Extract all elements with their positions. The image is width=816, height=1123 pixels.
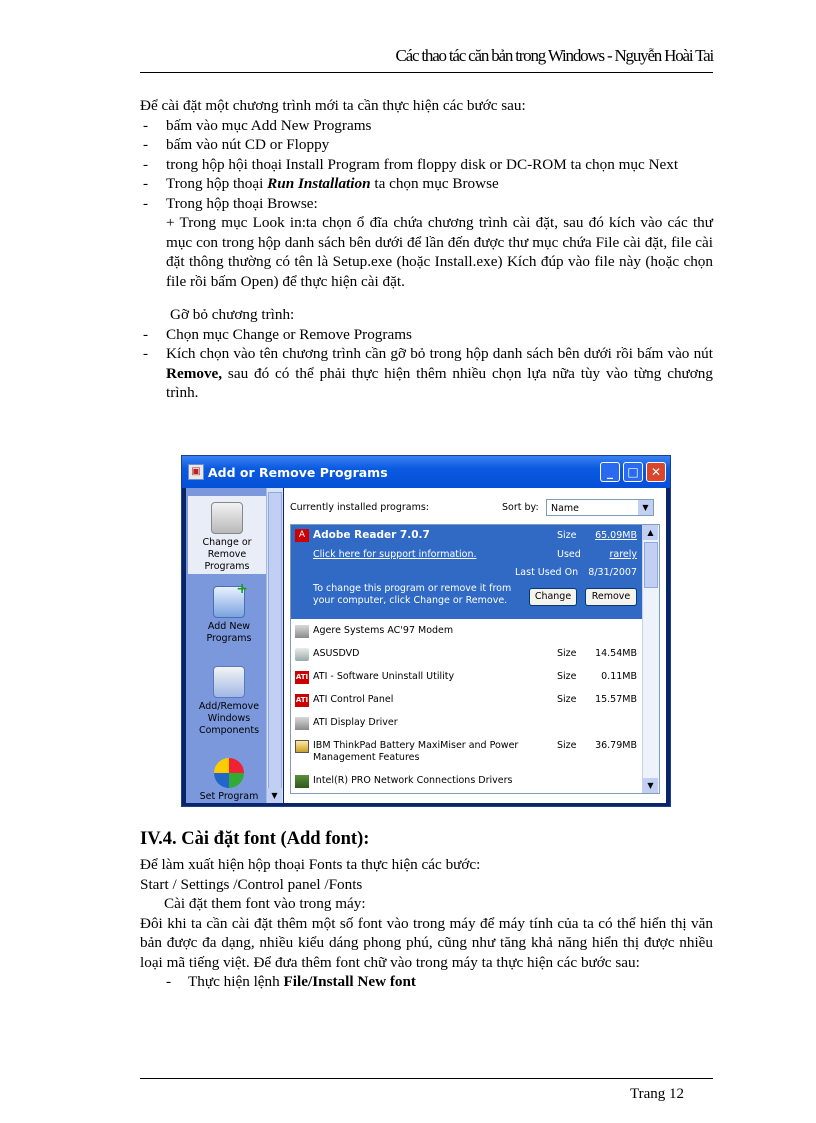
install-step-2: - bấm vào nút CD or Floppy (143, 136, 330, 153)
font-section (140, 855, 713, 992)
sort-label: Sort by: (502, 502, 539, 513)
sidebar (186, 488, 268, 803)
font-line-3: Cài đặt them font vào trong máy: (164, 895, 366, 912)
install-step-5: - Trong hộp thoại Browse: (143, 194, 318, 212)
remove-button[interactable]: Remove (585, 588, 637, 606)
remove-step-2: - Kích chọn vào tên chương trình cần gỡ bỏ trong hộp danh sách bên dưới rồi bấm vào nút Remove, sau đó có thể phải thực hiện thêm nhiều chọn lựa nữa tùy vào từng chương trình. (143, 345, 713, 401)
add-programs-icon: + (213, 586, 245, 618)
sidebar-scrollbar[interactable] (266, 488, 283, 803)
app-icon: ▣ (188, 464, 204, 480)
windows-components-icon (213, 666, 245, 698)
sidebar-item-change-remove[interactable]: Change or Remove Programs (188, 496, 266, 574)
font-line-1: Để làm xuất hiện hộp thoại Fonts ta thực hiện các bước: (140, 856, 481, 873)
selected-hint: To change this program or remove it from your computer, click Change or Remove. (313, 583, 512, 606)
install-step-5-detail: + Trong mục Look in:ta chọn ổ đĩa chứa chương trình cài đặt, sau đó kích vào các thư mục con trong hộp danh sách bên dưới để lần đến được thư mục chứa File cài đặt, file cài đặt thông thường có tên là Setup.exe (hoặc Install.exe) Kích đúp vào file này (hoặc chọn file rồi bấm Open) để thực hiện cài đặt. (166, 214, 713, 290)
program-icon (295, 717, 309, 730)
footer-rule (140, 1078, 713, 1079)
support-link[interactable]: Click here for support information. (313, 549, 477, 560)
program-icon (295, 625, 309, 638)
page-header: Các thao tác căn bản trong Windows - Nguyễn Hoài Tai (395, 46, 713, 65)
selected-program[interactable] (291, 525, 643, 619)
font-paragraph: Đôi khi ta cần cài đặt thêm một số font vào trong máy để máy tính của ta có thể hiển thị văn bản được đa dạng, nhiều kiểu dáng phong phú, cũng như tăng khả năng hiển thị được nhiều loại mã tiếng việt. Để đưa thêm font chữ vào trong máy ta thực hiện các bước sau: (140, 914, 713, 971)
install-step-4: - Trong hộp thoại Run Installation ta chọn mục Browse (143, 175, 499, 192)
page-number: Trang 12 (630, 1086, 685, 1102)
install-intro: Để cài đặt một chương trình mới ta cần thực hiện các bước sau: (140, 97, 526, 114)
adobe-icon: A (295, 529, 309, 542)
maximize-icon[interactable]: □ (623, 462, 643, 482)
minimize-icon[interactable]: _ (600, 462, 620, 482)
network-icon (295, 775, 309, 788)
remove-heading: Gỡ bỏ chương trình: (170, 306, 295, 323)
selected-name: Adobe Reader 7.0.7 (313, 529, 430, 541)
program-icon (295, 648, 309, 661)
change-remove-icon (211, 502, 243, 534)
last-used-value: 8/31/2007 (588, 567, 637, 578)
sidebar-item-add-new[interactable]: + Add New Programs (206, 581, 252, 644)
chevron-down-icon[interactable]: ▼ (643, 778, 658, 793)
programs-panel (284, 488, 666, 803)
section-heading: IV.4. Cài đặt font (Add font): (140, 829, 370, 849)
header-rule (140, 72, 713, 73)
install-step-1: - bấm vào mục Add New Programs (143, 116, 372, 134)
font-line-2: Start / Settings /Control panel /Fonts (140, 875, 363, 893)
used-label: Used (557, 549, 581, 560)
close-icon[interactable]: ✕ (646, 462, 666, 482)
install-step-3: - trong hộp hội thoại Install Program from floppy disk or DC-ROM ta chọn mục Next (143, 155, 679, 173)
chevron-up-icon[interactable]: ▲ (643, 525, 658, 540)
window-title: Add or Remove Programs (208, 465, 388, 480)
installed-label: Currently installed programs: (290, 502, 429, 513)
battery-icon (295, 740, 309, 753)
sidebar-item-set-program[interactable]: Set Program (192, 758, 266, 803)
change-button[interactable]: Change (529, 588, 577, 606)
set-program-icon (214, 758, 244, 788)
list-scrollbar[interactable] (642, 525, 659, 793)
font-step: - Thực hiện lệnh File/Install New font (166, 973, 416, 990)
title-bar (182, 456, 670, 488)
add-remove-programs-window (181, 455, 671, 807)
selected-size-value: 65.09MB (595, 530, 637, 541)
programs-list: A Adobe Reader 7.0.7 Size 65.09MB Click here for support information. Used rarely Last Used On 8/31/2007 To change this program or remove it from your computer, click Change or Remove. Change Remove Agere Systems AC'97 Modem ASUSDVD Size 14.54MB ATI ATI - Software Uninstall Utility Size 0.11MB ATI ATI Control Panel Size 15.57MB ATI Display Driver IBM ThinkPad Battery MaxiMiser and Power Management Features Size 36.79MB Intel(R) PRO Network Connections Drivers ▲ ▼ (290, 524, 660, 794)
ati-icon: ATI (295, 671, 309, 684)
remove-step-1: - Chọn mục Change or Remove Programs (143, 325, 412, 343)
install-section (140, 96, 713, 403)
used-value: rarely (609, 549, 637, 560)
chevron-down-icon[interactable]: ▼ (267, 788, 282, 803)
selected-size-label: Size (557, 530, 577, 541)
ati-icon: ATI (295, 694, 309, 707)
last-used-label: Last Used On (515, 567, 579, 578)
sort-select[interactable]: Name ▼ (546, 499, 654, 516)
chevron-down-icon[interactable]: ▼ (638, 500, 653, 515)
sidebar-item-windows-components[interactable]: Add/Remove Windows Components (192, 666, 266, 737)
